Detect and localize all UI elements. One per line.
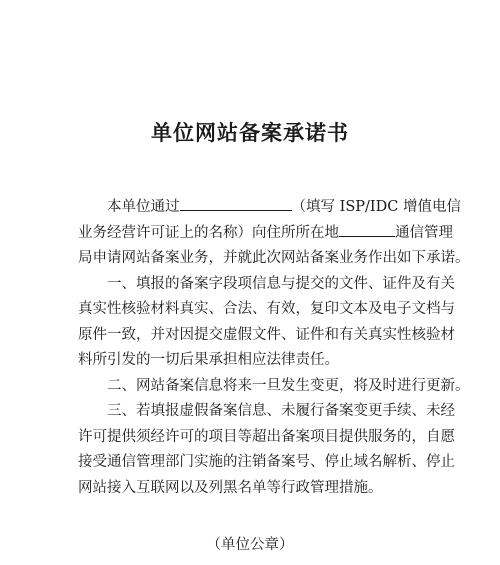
clause-1-line: 原件一致，并对因提交虚假文件、证件和有关真实性核验材 bbox=[78, 326, 455, 343]
document-title: 单位网站备案承诺书 bbox=[151, 121, 349, 145]
intro-text: 业务经营许可证上的名称）向住所所在地 bbox=[78, 224, 339, 241]
intro-text: 本单位通过 bbox=[107, 199, 180, 215]
intro-line-2 bbox=[78, 221, 453, 247]
intro-text: （填写 ISP/IDC 增值电信 bbox=[291, 199, 461, 215]
intro-paragraph bbox=[78, 195, 470, 272]
clause-3-line: 接受通信管理部门实施的注销备案号、停止域名解析、停止 bbox=[78, 454, 455, 470]
document-body bbox=[78, 195, 470, 501]
clause-3-line: 网站接入互联网以及列黑名单等行政管理措施。 bbox=[78, 479, 383, 496]
clause-1-line: 真实性核验材料真实、合法、有效，复印文本及电子文档与 bbox=[78, 301, 455, 317]
clause-3 bbox=[78, 399, 455, 501]
intro-line-1 bbox=[78, 195, 461, 221]
clause-2 bbox=[78, 374, 470, 400]
clause-3-line: 许可提供须经许可的项目等超出备案项目提供服务的，自愿 bbox=[78, 428, 455, 445]
intro-line-3: 局申请网站备案业务，并就此次网站备案业务作出如下承诺。 bbox=[78, 250, 470, 266]
clause-2-line: 二、网站备案信息将来一旦发生变更，将及时进行更新。 bbox=[107, 377, 470, 394]
company-seal-label: （单位公章） bbox=[206, 537, 294, 553]
clause-1-line: 料所引发的一切后果承担相应法律责任。 bbox=[78, 352, 339, 368]
clause-1 bbox=[78, 272, 455, 374]
intro-text: 通信管理 bbox=[395, 224, 453, 241]
location-blank bbox=[339, 222, 395, 237]
clause-1-line: 一、填报的备案字段项信息与提交的文件、证件及有关 bbox=[107, 275, 455, 292]
clause-3-line: 三、若填报虚假备案信息、未履行备案变更手续、未经 bbox=[107, 403, 455, 419]
company-name-blank bbox=[180, 196, 292, 211]
